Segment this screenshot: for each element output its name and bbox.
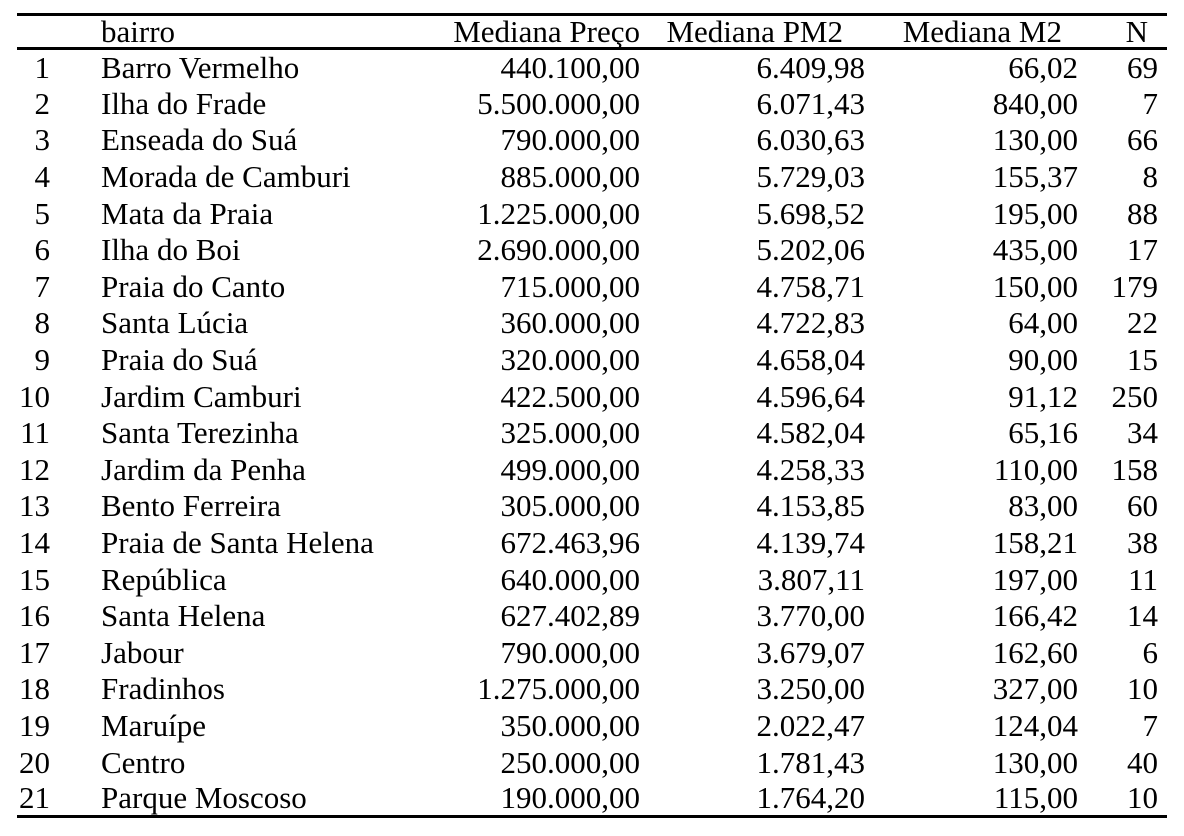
cell-mediana-pm2: 4.153,85 <box>756 488 865 524</box>
cell-mediana-m2: 124,04 <box>992 707 1078 743</box>
cell-mediana-m2: 66,02 <box>1008 50 1078 86</box>
cell-mediana-pm2: 3.679,07 <box>756 634 865 670</box>
cell-mediana-pm2: 1.781,43 <box>756 744 865 780</box>
cell-bairro: Santa Helena <box>101 598 266 634</box>
cell-n: 40 <box>1127 744 1158 780</box>
cell-bairro: Ilha do Frade <box>101 85 267 121</box>
cell-mediana-preco: 790.000,00 <box>500 122 640 158</box>
table-row <box>17 414 1167 451</box>
table-row <box>17 780 1167 817</box>
cell-mediana-preco: 190.000,00 <box>500 780 640 816</box>
table-row <box>17 305 1167 342</box>
cell-bairro: República <box>101 561 227 597</box>
table-row <box>17 488 1167 525</box>
cell-n: 66 <box>1127 122 1158 158</box>
cell-bairro: Fradinhos <box>101 671 225 707</box>
cell-mediana-pm2: 4.722,83 <box>756 305 865 341</box>
cell-mediana-preco: 320.000,00 <box>500 342 640 378</box>
cell-mediana-preco: 350.000,00 <box>500 707 640 743</box>
header-mediana-preco: Mediana Preço <box>453 14 640 49</box>
cell-row-number: 8 <box>34 305 50 341</box>
table-row <box>17 451 1167 488</box>
table-body <box>17 49 1167 817</box>
cell-bairro: Praia de Santa Helena <box>101 525 374 561</box>
cell-mediana-pm2: 6.030,63 <box>756 122 865 158</box>
cell-mediana-m2: 83,00 <box>1008 488 1078 524</box>
table-row <box>17 49 1167 86</box>
cell-n: 69 <box>1127 50 1158 86</box>
cell-mediana-preco: 360.000,00 <box>500 305 640 341</box>
cell-mediana-pm2: 4.758,71 <box>756 268 865 304</box>
cell-mediana-pm2: 3.770,00 <box>756 598 865 634</box>
cell-mediana-m2: 162,60 <box>992 634 1078 670</box>
cell-n: 250 <box>1111 378 1158 414</box>
cell-row-number: 20 <box>19 744 50 780</box>
table-row <box>17 158 1167 195</box>
table-row <box>17 378 1167 415</box>
cell-mediana-preco: 440.100,00 <box>500 50 640 86</box>
cell-row-number: 16 <box>19 598 50 634</box>
cell-row-number: 10 <box>19 378 50 414</box>
header-n: N <box>1125 14 1148 49</box>
table-row <box>17 85 1167 122</box>
cell-bairro: Mata da Praia <box>101 195 274 231</box>
cell-n: 38 <box>1127 525 1158 561</box>
cell-mediana-preco: 422.500,00 <box>500 378 640 414</box>
cell-mediana-preco: 250.000,00 <box>500 744 640 780</box>
cell-n: 6 <box>1142 634 1158 670</box>
cell-mediana-preco: 5.500.000,00 <box>477 85 640 121</box>
cell-mediana-m2: 840,00 <box>992 85 1078 121</box>
cell-mediana-pm2: 6.409,98 <box>756 50 865 86</box>
cell-row-number: 14 <box>19 525 50 561</box>
cell-n: 10 <box>1127 780 1158 816</box>
cell-row-number: 7 <box>34 268 50 304</box>
cell-mediana-pm2: 5.698,52 <box>756 195 865 231</box>
cell-row-number: 4 <box>34 159 50 195</box>
cell-bairro: Ilha do Boi <box>101 232 241 268</box>
cell-mediana-pm2: 1.764,20 <box>756 780 865 816</box>
table-row <box>17 524 1167 561</box>
cell-row-number: 21 <box>19 780 50 816</box>
cell-mediana-pm2: 4.139,74 <box>756 525 865 561</box>
bairros-median-table <box>17 13 1167 818</box>
cell-mediana-m2: 65,16 <box>1008 415 1078 451</box>
cell-mediana-preco: 1.225.000,00 <box>477 195 640 231</box>
cell-mediana-m2: 435,00 <box>992 232 1078 268</box>
cell-mediana-m2: 166,42 <box>992 598 1078 634</box>
cell-row-number: 13 <box>19 488 50 524</box>
table-row <box>17 671 1167 708</box>
table-row <box>17 707 1167 744</box>
table-row <box>17 597 1167 634</box>
table-row <box>17 341 1167 378</box>
cell-mediana-preco: 790.000,00 <box>500 634 640 670</box>
cell-n: 22 <box>1127 305 1158 341</box>
cell-mediana-pm2: 3.250,00 <box>756 671 865 707</box>
cell-n: 7 <box>1142 707 1158 743</box>
cell-mediana-m2: 64,00 <box>1008 305 1078 341</box>
cell-bairro: Enseada do Suá <box>101 122 298 158</box>
cell-mediana-m2: 158,21 <box>992 525 1078 561</box>
cell-mediana-preco: 499.000,00 <box>500 451 640 487</box>
cell-bairro: Parque Moscoso <box>101 780 307 816</box>
cell-mediana-preco: 672.463,96 <box>500 525 640 561</box>
cell-bairro: Praia do Canto <box>101 268 286 304</box>
cell-mediana-m2: 197,00 <box>992 561 1078 597</box>
table-header <box>17 15 1167 49</box>
cell-mediana-m2: 327,00 <box>992 671 1078 707</box>
table-row <box>17 122 1167 159</box>
cell-n: 88 <box>1127 195 1158 231</box>
cell-mediana-m2: 91,12 <box>1008 378 1078 414</box>
cell-n: 34 <box>1127 415 1158 451</box>
cell-mediana-preco: 715.000,00 <box>500 268 640 304</box>
table-row <box>17 231 1167 268</box>
cell-n: 14 <box>1127 598 1158 634</box>
cell-bairro: Barro Vermelho <box>101 50 300 86</box>
cell-mediana-m2: 90,00 <box>1008 342 1078 378</box>
cell-row-number: 5 <box>34 195 50 231</box>
header-row <box>17 15 1167 49</box>
cell-row-number: 19 <box>19 707 50 743</box>
cell-mediana-m2: 150,00 <box>992 268 1078 304</box>
cell-row-number: 9 <box>34 342 50 378</box>
cell-bairro: Jabour <box>101 634 184 670</box>
cell-mediana-m2: 115,00 <box>993 780 1078 816</box>
cell-mediana-pm2: 4.658,04 <box>756 342 865 378</box>
cell-mediana-m2: 130,00 <box>992 744 1078 780</box>
table-row <box>17 561 1167 598</box>
cell-mediana-pm2: 4.596,64 <box>756 378 865 414</box>
cell-row-number: 2 <box>34 85 50 121</box>
cell-mediana-m2: 110,00 <box>993 451 1078 487</box>
cell-mediana-pm2: 4.582,04 <box>756 415 865 451</box>
cell-mediana-preco: 885.000,00 <box>500 159 640 195</box>
cell-mediana-pm2: 4.258,33 <box>756 451 865 487</box>
cell-mediana-pm2: 2.022,47 <box>756 707 865 743</box>
table-row <box>17 634 1167 671</box>
cell-n: 158 <box>1111 451 1158 487</box>
cell-bairro: Jardim da Penha <box>101 451 306 487</box>
table-row <box>17 268 1167 305</box>
cell-bairro: Santa Terezinha <box>101 415 299 451</box>
cell-mediana-preco: 640.000,00 <box>500 561 640 597</box>
cell-n: 15 <box>1127 342 1158 378</box>
cell-n: 60 <box>1127 488 1158 524</box>
cell-mediana-m2: 130,00 <box>992 122 1078 158</box>
cell-row-number: 12 <box>19 451 50 487</box>
header-mediana-pm2: Mediana PM2 <box>666 14 843 49</box>
cell-mediana-preco: 2.690.000,00 <box>477 232 640 268</box>
cell-row-number: 1 <box>34 50 50 86</box>
cell-mediana-preco: 305.000,00 <box>500 488 640 524</box>
cell-mediana-preco: 627.402,89 <box>500 598 640 634</box>
cell-n: 7 <box>1142 85 1158 121</box>
cell-mediana-preco: 325.000,00 <box>500 415 640 451</box>
cell-row-number: 3 <box>34 122 50 158</box>
table-row <box>17 195 1167 232</box>
cell-n: 8 <box>1142 159 1158 195</box>
cell-bairro: Morada de Camburi <box>101 159 351 195</box>
cell-bairro: Maruípe <box>101 707 207 743</box>
header-index <box>17 15 50 49</box>
cell-mediana-m2: 195,00 <box>992 195 1078 231</box>
cell-bairro: Bento Ferreira <box>101 488 281 524</box>
cell-row-number: 11 <box>20 415 50 451</box>
cell-row-number: 18 <box>19 671 50 707</box>
cell-mediana-pm2: 5.729,03 <box>756 159 865 195</box>
cell-row-number: 15 <box>19 561 50 597</box>
cell-n: 17 <box>1127 232 1158 268</box>
cell-n: 11 <box>1128 561 1158 597</box>
cell-bairro: Santa Lúcia <box>101 305 249 341</box>
cell-row-number: 6 <box>34 232 50 268</box>
cell-n: 179 <box>1111 268 1158 304</box>
header-bairro: bairro <box>101 14 176 49</box>
cell-bairro: Jardim Camburi <box>101 378 302 414</box>
cell-mediana-m2: 155,37 <box>992 159 1078 195</box>
cell-row-number: 17 <box>19 634 50 670</box>
cell-mediana-pm2: 5.202,06 <box>756 232 865 268</box>
cell-mediana-pm2: 3.807,11 <box>757 561 865 597</box>
cell-mediana-pm2: 6.071,43 <box>756 85 865 121</box>
header-mediana-m2: Mediana M2 <box>902 14 1062 49</box>
table-row <box>17 744 1167 781</box>
cell-bairro: Praia do Suá <box>101 342 258 378</box>
cell-bairro: Centro <box>101 744 186 780</box>
cell-mediana-preco: 1.275.000,00 <box>477 671 640 707</box>
cell-n: 10 <box>1127 671 1158 707</box>
